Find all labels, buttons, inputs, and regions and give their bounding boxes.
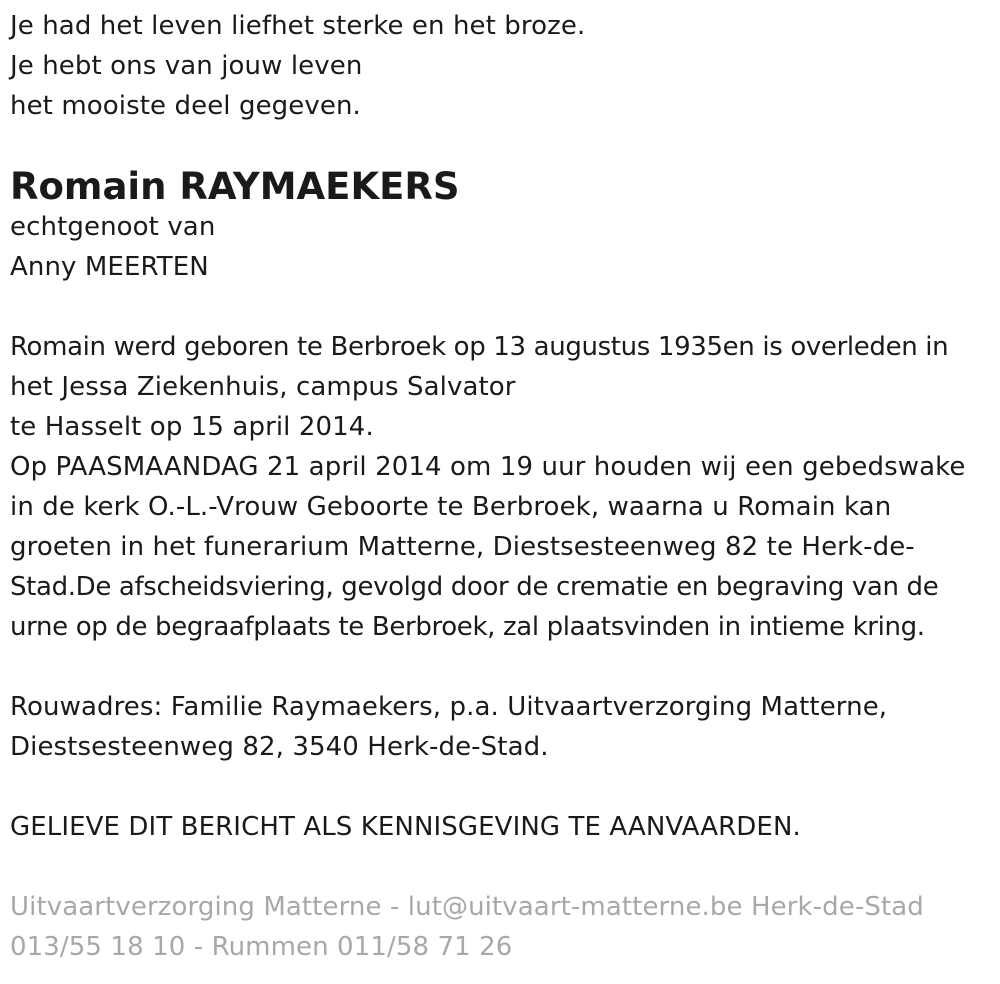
footer-line: 013/55 18 10 - Rummen 011/58 71 26 bbox=[10, 932, 513, 962]
spacer bbox=[10, 287, 995, 327]
spacer bbox=[10, 847, 995, 887]
announcement-line: Romain werd geboren te Berbroek op 13 augustus 1935en is overleden in bbox=[10, 332, 949, 362]
announcement-line: het Jessa Ziekenhuis, campus Salvator bbox=[10, 372, 516, 402]
poem-line: het mooiste deel gegeven. bbox=[10, 91, 361, 121]
poem-line: Je hebt ons van jouw leven bbox=[10, 51, 363, 81]
poem bbox=[10, 6, 995, 126]
notice-text: GELIEVE DIT BERICHT ALS KENNISGEVING TE AANVAARDEN. bbox=[10, 812, 801, 842]
deceased-name: Romain RAYMAEKERS bbox=[10, 165, 460, 208]
announcement-line: groeten in het funerarium Matterne, Diestsesteenweg 82 te Herk-de- bbox=[10, 532, 915, 562]
spouse-name: Anny MEERTEN bbox=[10, 252, 209, 282]
announcement-line: in de kerk O.-L.-Vrouw Geboorte te Berbroek, waarna u Romain kan bbox=[10, 492, 892, 522]
address-line: Rouwadres: Familie Raymaekers, p.a. Uitvaartverzorging Matterne, bbox=[10, 692, 888, 722]
address-line: Diestsesteenweg 82, 3540 Herk-de-Stad. bbox=[10, 732, 549, 762]
spacer bbox=[10, 767, 995, 807]
funeral-home-footer bbox=[10, 887, 995, 967]
announcement-line: Stad.De afscheidsviering, gevolgd door de crematie en begraving van de bbox=[10, 572, 939, 602]
announcement-paragraph bbox=[10, 327, 995, 647]
obituary-document bbox=[10, 6, 995, 967]
spacer bbox=[10, 647, 995, 687]
footer-line: Uitvaartverzorging Matterne - lut@uitvaart-matterne.be Herk-de-Stad bbox=[10, 892, 924, 922]
mourning-address bbox=[10, 687, 995, 767]
announcement-line: urne op de begraafplaats te Berbroek, zal plaatsvinden in intieme kring. bbox=[10, 612, 925, 642]
poem-line: Je had het leven liefhet sterke en het broze. bbox=[10, 11, 586, 41]
announcement-line: Op PAASMAANDAG 21 april 2014 om 19 uur houden wij een gebedswake bbox=[10, 452, 966, 482]
spouse-intro: echtgenoot van bbox=[10, 212, 216, 242]
announcement-line: te Hasselt op 15 april 2014. bbox=[10, 412, 374, 442]
